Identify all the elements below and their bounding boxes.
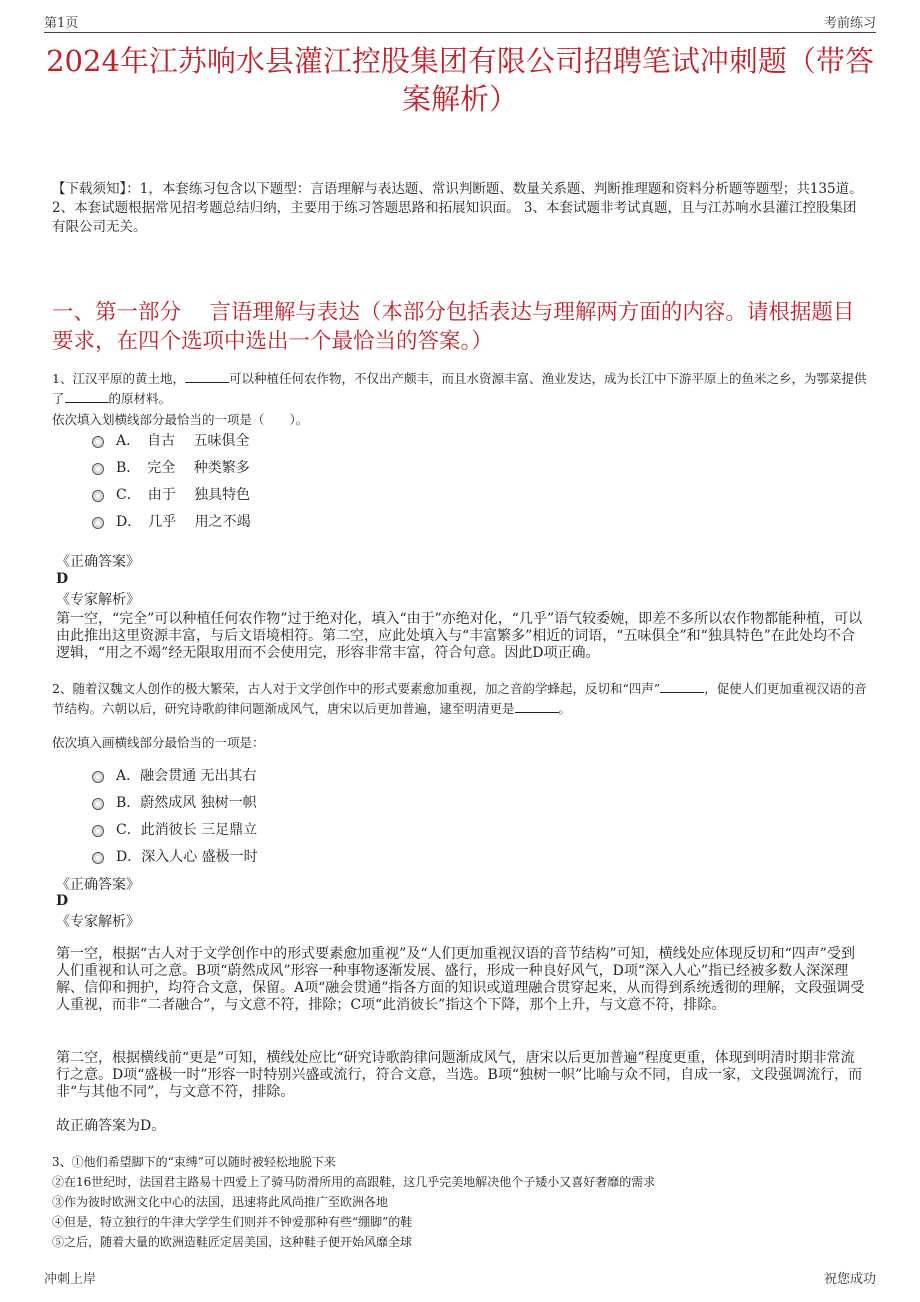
- answer-label: 《正确答案》: [56, 877, 140, 893]
- sentence-line: 3、①他们希望脚下的“束缚”可以随时被轻松地脱下来: [52, 1155, 336, 1169]
- radio-icon[interactable]: [92, 798, 104, 810]
- analysis-paragraph-3: 故正确答案为D。: [56, 1118, 166, 1134]
- option-b[interactable]: B． 完全 种类繁多: [92, 453, 251, 480]
- answer-label: 《正确答案》: [56, 554, 140, 570]
- correct-answer: D: [56, 571, 69, 587]
- analysis-paragraph-1: 第一空，根据“古人对于文学创作中的形式要素愈加重视”及“人们更加重视汉语的音节结构”可知，横线处应体现反切和“四声”受到人们重视和认可之意。B项“蔚然成风”形容一种事物逐渐发展、盛行，形成一种良好风气，D项“深入人心”指已经被多数人深深理解、信仰和拥护，均符合文意，保留。A项“融会贯通”指各方面的知识或道理融合贯穿起来，从而得到系统透彻的理解，文段强调受人重视，而非“二者融合”，与文意不符，排除；C项“此消彼长”指这个下降，那个上升，与文意不符，排除。: [56, 946, 865, 1013]
- question-3: [52, 1152, 868, 1252]
- sentence-line: ②在16世纪时，法国君主路易十四爱上了骑马防滑所用的高跟鞋，这几乎完美地解决他个子矮小又喜好奢靡的需求: [52, 1175, 656, 1189]
- option-a[interactable]: A． 自古 五味俱全: [92, 426, 251, 453]
- radio-icon[interactable]: [92, 852, 104, 864]
- blank-line: [515, 702, 559, 713]
- option-c[interactable]: C．此消彼长 三足鼎立: [92, 815, 258, 842]
- analysis-label: 《专家解析》: [56, 914, 140, 930]
- question-1-options: [92, 426, 251, 534]
- question-1-prompt: 依次填入划横线部分最恰当的一项是（ ）。: [52, 412, 309, 427]
- footer-left: 冲刺上岸: [44, 1272, 97, 1287]
- radio-icon[interactable]: [92, 436, 104, 448]
- download-notice: 【下载须知】：1，本套练习包含以下题型：言语理解与表达题、常识判断题、数量关系题、判断推理题和资料分析题等题型；共135道。 2、本套试题根据常见招考题总结归纳，主要用于练习答题思路和拓展知识面。 3、本套试题非考试真题，且与江苏响水县灌江控股集团有限公司无关。: [52, 181, 863, 235]
- page-number: 第1页: [44, 16, 79, 31]
- blank-line: [185, 372, 229, 383]
- option-d[interactable]: D．深入人心 盛极一时: [92, 842, 258, 869]
- footer-right: 祝您成功: [823, 1272, 876, 1287]
- question-2-prompt: 依次填入画横线部分最恰当的一项是：: [52, 735, 265, 750]
- page-footer: [44, 1268, 876, 1288]
- analysis-text: 第一空，“完全”可以种植任何农作物”过于绝对化，填入“由于”亦绝对化，“几乎”语气较委婉，即差不多所以农作物都能种植，可以由此推出这里资源丰富，与后文语境相符。第二空，应此处填入与“丰富繁多”相近的词语，“五味俱全”和“独具特色”在此处均不合逻辑，“用之不竭”经无限取用而不会使用完，形容非常丰富，符合句意。因此D项正确。: [56, 611, 863, 661]
- document-title: 2024年江苏响水县灌江控股集团有限公司招聘笔试冲刺题（带答案解析）: [46, 44, 874, 116]
- question-1-stem: 1、江汉平原的黄土地， 可以种植任何农作物，不仅出产颇丰，而且水资源丰富、渔业发达，成为长江中下游平原上的鱼米之乡，为鄂菜提供了 的原材料。: [52, 371, 867, 406]
- sentence-line: ③作为彼时欧洲文化中心的法国，迅速将此风尚推广至欧洲各地: [52, 1195, 389, 1209]
- sentence-line: ⑤之后，随着大量的欧洲造鞋匠定居美国，这种鞋子便开始风靡全球: [52, 1235, 413, 1249]
- sentence-line: ④但是，特立独行的牛津大学学生们则并不钟爱那种有些“绷脚”的鞋: [52, 1215, 413, 1229]
- radio-icon[interactable]: [92, 463, 104, 475]
- section-heading: 一、第一部分 言语理解与表达（本部分包括表达与理解两方面的内容。请根据题目要求，在四个选项中选出一个最恰当的答案。）: [52, 300, 855, 354]
- blank-line: [660, 682, 704, 693]
- header-label: 考前练习: [823, 16, 876, 31]
- radio-icon[interactable]: [92, 517, 104, 529]
- option-d[interactable]: D． 几乎 用之不竭: [92, 507, 251, 534]
- analysis-label: 《专家解析》: [56, 592, 140, 608]
- option-c[interactable]: C． 由于 独具特色: [92, 480, 251, 507]
- option-b[interactable]: B．蔚然成风 独树一帜: [92, 788, 258, 815]
- analysis-paragraph-2: 第二空，根据横线前“更是”可知，横线处应比“研究诗歌韵律问题渐成风气，唐宋以后更加普遍”程度更重，体现到明清时期非常流行之意。D项“盛极一时”形容一时特别兴盛或流行，符合文意，当选。B项“独树一帜”比喻与众不同，自成一家，文段强调流行，而非“与其他不同”，与文意不符，排除。: [56, 1050, 863, 1100]
- radio-icon[interactable]: [92, 490, 104, 502]
- radio-icon[interactable]: [92, 771, 104, 783]
- radio-icon[interactable]: [92, 825, 104, 837]
- question-2-stem: 2、随着汉魏文人创作的极大繁荣，古人对于文学创作中的形式要素愈加重视，加之音韵学蜂起，反切和“四声” ，促使人们更加重视汉语的音节结构。六朝以后，研究诗歌韵律问题渐成风气，唐宋以后更加普遍，逮至明清更是 。: [52, 681, 867, 716]
- blank-line: [65, 392, 109, 403]
- question-2-options: [92, 761, 258, 869]
- correct-answer: D: [56, 893, 69, 909]
- page-header: [44, 10, 876, 33]
- option-a[interactable]: A．融会贯通 无出其右: [92, 761, 258, 788]
